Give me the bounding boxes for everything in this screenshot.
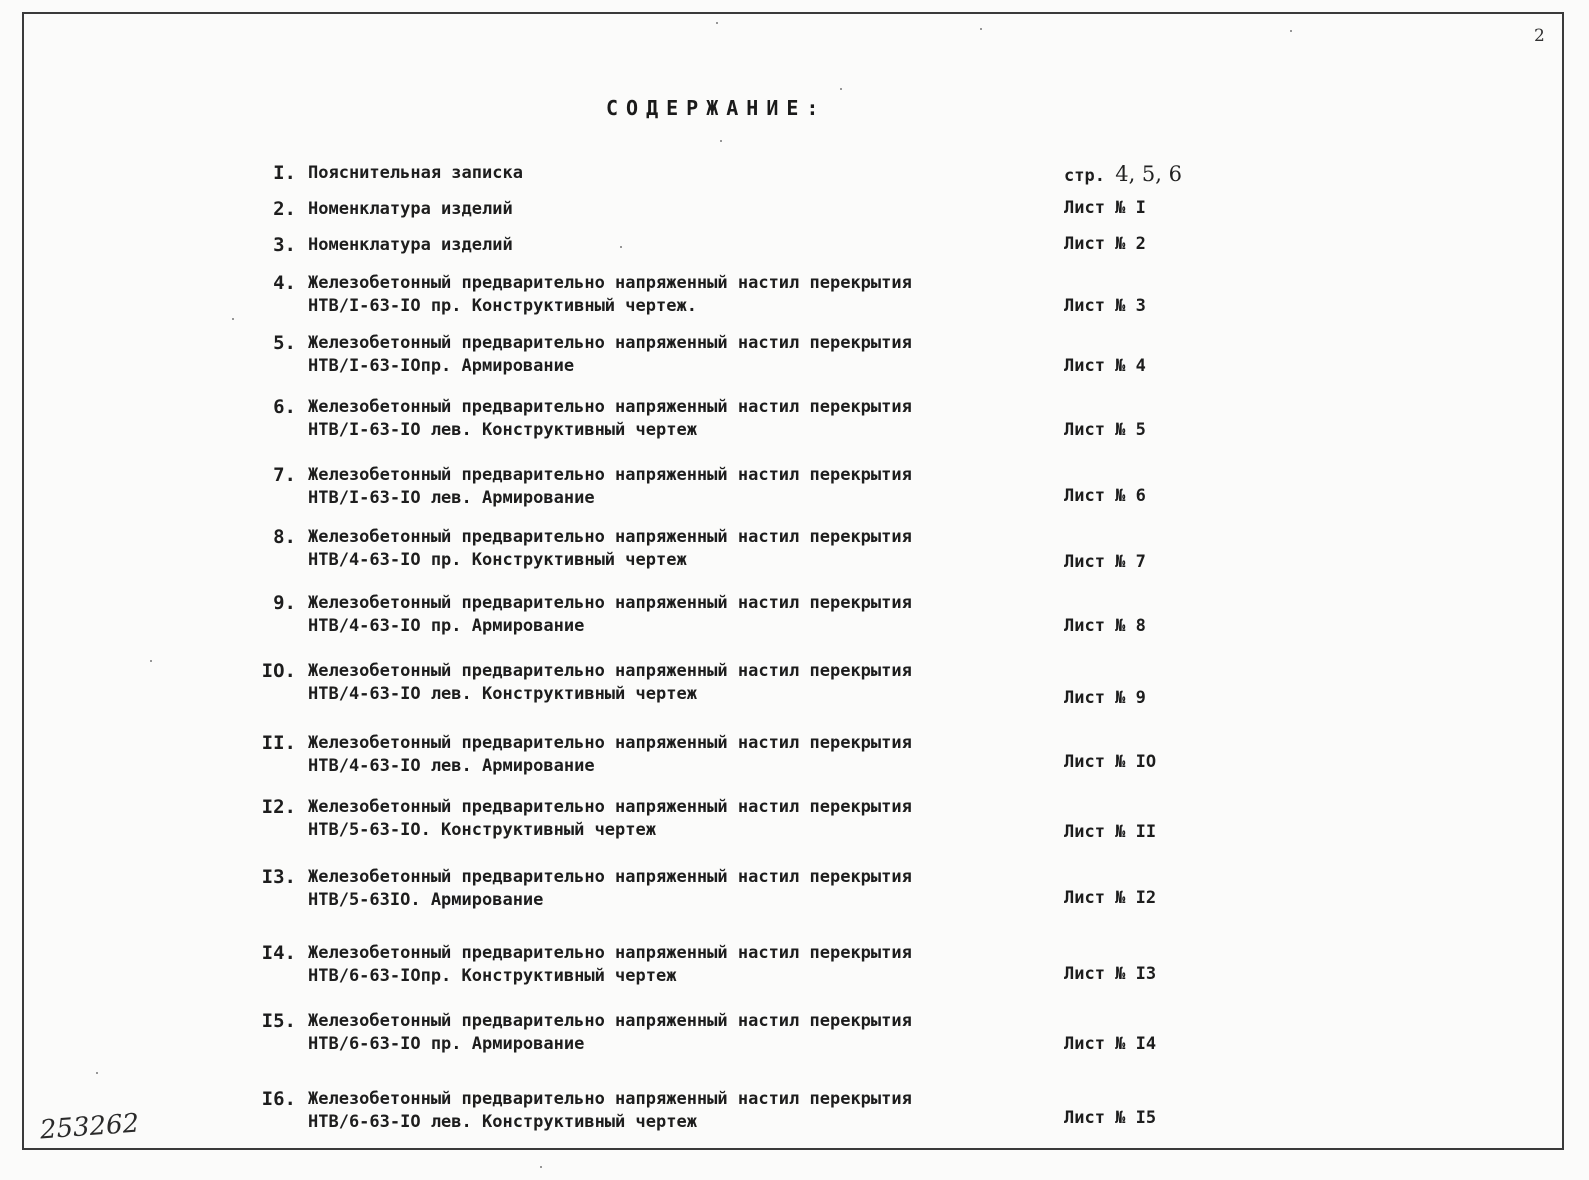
scan-speck xyxy=(720,140,722,142)
toc-entry-text xyxy=(308,660,998,706)
page-title: СОДЕРЖАНИЕ: xyxy=(606,96,827,120)
toc-entry-line2: НТВ/4-63-IO пр. Армирование xyxy=(308,616,585,636)
toc-entry-line2: НТВ/I-63-IO лев. Армирование xyxy=(308,488,595,508)
toc-entry-line2: НТВ/I-63-IOпр. Армирование xyxy=(308,356,575,376)
toc-entry-text xyxy=(308,866,998,912)
toc-entry-line2: НТВ/5-63IO. Армирование xyxy=(308,890,544,910)
toc-entry-number: I6. xyxy=(261,1088,296,1110)
toc-entry-sheet-ref xyxy=(1064,296,1146,316)
toc-entry-ref-label: Лист № 3 xyxy=(1064,296,1146,316)
toc-entry-sheet-ref xyxy=(1064,688,1146,708)
toc-entry-number: 7. xyxy=(273,464,296,486)
toc-entry-line2: НТВ/I-63-IO лев. Конструктивный чертеж xyxy=(308,420,697,440)
toc-entry-sheet-ref xyxy=(1064,822,1156,842)
toc-entry-number: I. xyxy=(273,162,296,184)
toc-entry-ref-label: Лист № I3 xyxy=(1064,964,1157,984)
toc-entry xyxy=(0,866,1589,916)
scan-speck xyxy=(980,28,982,30)
toc-entry-text xyxy=(308,592,998,638)
toc-entry-number: I3. xyxy=(261,866,296,888)
toc-entry-ref-label: Лист № I4 xyxy=(1064,1034,1157,1054)
toc-entry xyxy=(0,464,1589,514)
toc-entry-line1: Железобетонный предварительно напряженный настил перекрытия xyxy=(308,1089,912,1109)
toc-entry-sheet-ref xyxy=(1064,552,1146,572)
scan-speck xyxy=(840,88,842,90)
toc-entry-sheet-ref xyxy=(1064,162,1182,186)
toc-entry-line2: НТВ/4-63-IO пр. Конструктивный чертеж xyxy=(308,550,687,570)
toc-entry-ref-label: Лист № IO xyxy=(1064,752,1157,772)
toc-entry-handwritten-pages: 4, 5, 6 xyxy=(1115,162,1182,186)
toc-entry-text xyxy=(308,272,998,318)
toc-entry-text xyxy=(308,1088,998,1134)
toc-entry-number: 3. xyxy=(273,234,296,256)
toc-entry-sheet-ref xyxy=(1064,616,1146,636)
toc-entry-sheet-ref xyxy=(1064,964,1156,984)
toc-entry-line2: НТВ/6-63-IO лев. Конструктивный чертеж xyxy=(308,1112,697,1132)
toc-entry-line1: Железобетонный предварительно напряженный настил перекрытия xyxy=(308,273,912,293)
toc-entry-number: II. xyxy=(261,732,296,754)
toc-entry-line1: Номенклатура изделий xyxy=(308,235,513,255)
toc-entry-number: IO. xyxy=(261,660,296,682)
toc-entry xyxy=(0,272,1589,322)
toc-entry-sheet-ref xyxy=(1064,752,1156,772)
handwritten-inventory-number: 253262 xyxy=(39,1108,141,1146)
toc-entry-text xyxy=(308,942,998,988)
toc-entry-line1: Железобетонный предварительно напряженный настил перекрытия xyxy=(308,797,912,817)
toc-entry xyxy=(0,526,1589,576)
toc-entry-text xyxy=(308,332,998,378)
toc-entry-number: 5. xyxy=(273,332,296,354)
toc-entry xyxy=(0,1010,1589,1060)
toc-entry-line2: НТВ/6-63-IO пр. Армирование xyxy=(308,1034,585,1054)
scan-speck xyxy=(540,1166,542,1168)
toc-entry-text xyxy=(308,526,998,572)
toc-entry-line1: Железобетонный предварительно напряженный настил перекрытия xyxy=(308,593,912,613)
toc-entry-text xyxy=(308,464,998,510)
toc-entry-ref-label: Лист № 4 xyxy=(1064,356,1146,376)
toc-entry-sheet-ref xyxy=(1064,888,1156,908)
scan-speck xyxy=(1290,30,1292,32)
toc-entry-ref-label: Лист № 5 xyxy=(1064,420,1146,440)
toc-entry xyxy=(0,332,1589,382)
toc-entry-ref-label: Лист № II xyxy=(1064,822,1157,842)
toc-entry-number: 2. xyxy=(273,198,296,220)
toc-entry-text xyxy=(308,796,998,842)
toc-entry-number: I5. xyxy=(261,1010,296,1032)
toc-entry xyxy=(0,592,1589,642)
toc-entry-line1: Железобетонный предварительно напряженный настил перекрытия xyxy=(308,527,912,547)
page-number: 2 xyxy=(1534,26,1545,46)
toc-entry-sheet-ref xyxy=(1064,1108,1156,1128)
toc-entry-line1: Железобетонный предварительно напряженный настил перекрытия xyxy=(308,943,912,963)
toc-entry xyxy=(0,1088,1589,1138)
toc-entry-line1: Железобетонный предварительно напряженный настил перекрытия xyxy=(308,733,912,753)
toc-entry-line1: Номенклатура изделий xyxy=(308,199,513,219)
toc-entry-text xyxy=(308,234,998,257)
toc-entry-line2: НТВ/5-63-IO. Конструктивный чертеж xyxy=(308,820,656,840)
toc-entry-ref-label: стр. xyxy=(1064,166,1105,186)
toc-entry-line1: Пояснительная записка xyxy=(308,163,523,183)
toc-entry-sheet-ref xyxy=(1064,234,1146,254)
toc-entry-line1: Железобетонный предварительно напряженный настил перекрытия xyxy=(308,661,912,681)
toc-entry xyxy=(0,660,1589,710)
toc-entry-number: I4. xyxy=(261,942,296,964)
toc-entry xyxy=(0,942,1589,992)
toc-entry-line2: НТВ/6-63-IOпр. Конструктивный чертеж xyxy=(308,966,677,986)
toc-entry-line1: Железобетонный предварительно напряженный настил перекрытия xyxy=(308,867,912,887)
toc-entry-sheet-ref xyxy=(1064,356,1146,376)
toc-entry-text xyxy=(308,198,998,221)
toc-entry-number: 6. xyxy=(273,396,296,418)
toc-entry-text xyxy=(308,396,998,442)
toc-entry-ref-label: Лист № 9 xyxy=(1064,688,1146,708)
toc-entry-number: 9. xyxy=(273,592,296,614)
toc-entry-number: 8. xyxy=(273,526,296,548)
toc-entry-text xyxy=(308,162,998,185)
toc-entry-line1: Железобетонный предварительно напряженный настил перекрытия xyxy=(308,333,912,353)
toc-entry-number: I2. xyxy=(261,796,296,818)
scan-speck xyxy=(232,318,234,320)
toc-entry-ref-label: Лист № 6 xyxy=(1064,486,1146,506)
toc-entry xyxy=(0,732,1589,782)
scan-speck xyxy=(150,660,152,662)
toc-entry-ref-label: Лист № I5 xyxy=(1064,1108,1157,1128)
toc-entry-line2: НТВ/4-63-IO лев. Конструктивный чертеж xyxy=(308,684,697,704)
toc-entry-text xyxy=(308,732,998,778)
scan-speck xyxy=(96,1072,98,1074)
toc-entry-sheet-ref xyxy=(1064,420,1146,440)
scan-speck xyxy=(716,22,718,24)
toc-entry-ref-label: Лист № I xyxy=(1064,198,1146,218)
toc-entry-ref-label: Лист № 8 xyxy=(1064,616,1146,636)
toc-entry-sheet-ref xyxy=(1064,486,1146,506)
toc-entry-line1: Железобетонный предварительно напряженный настил перекрытия xyxy=(308,465,912,485)
toc-entry-sheet-ref xyxy=(1064,198,1146,218)
toc-entry-text xyxy=(308,1010,998,1056)
toc-entry xyxy=(0,396,1589,446)
toc-entry-ref-label: Лист № I2 xyxy=(1064,888,1157,908)
toc-entry-line2: НТВ/4-63-IO лев. Армирование xyxy=(308,756,595,776)
toc-entry-ref-label: Лист № 7 xyxy=(1064,552,1146,572)
toc-entry xyxy=(0,796,1589,846)
scan-speck xyxy=(620,246,622,248)
toc-entry-number: 4. xyxy=(273,272,296,294)
toc-entry-line1: Железобетонный предварительно напряженный настил перекрытия xyxy=(308,397,912,417)
toc-entry-sheet-ref xyxy=(1064,1034,1156,1054)
toc-entry-line1: Железобетонный предварительно напряженный настил перекрытия xyxy=(308,1011,912,1031)
toc-entry-ref-label: Лист № 2 xyxy=(1064,234,1146,254)
toc-entry-line2: НТВ/I-63-IO пр. Конструктивный чертеж. xyxy=(308,296,697,316)
